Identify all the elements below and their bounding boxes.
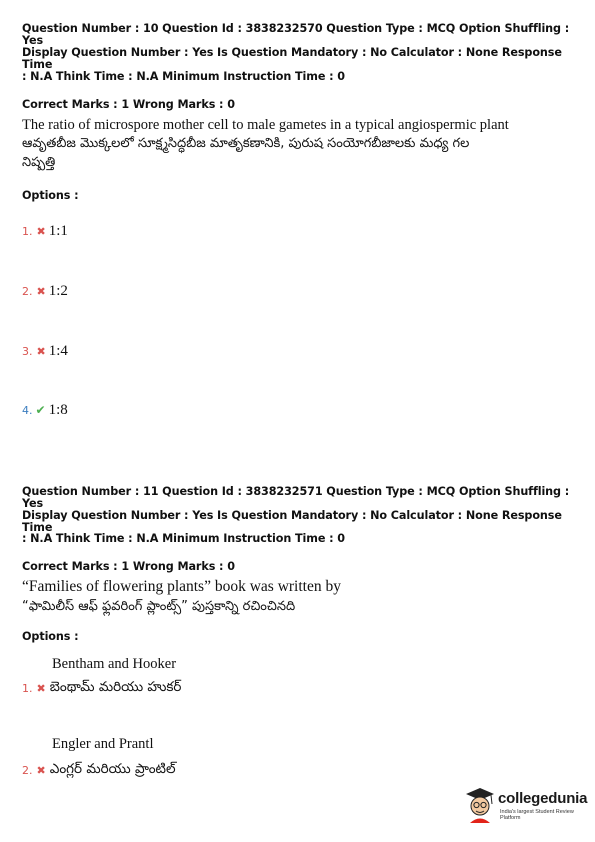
- q10-option-1[interactable]: [22, 221, 68, 241]
- q11-meta-line3: : N.A Think Time : N.A Minimum Instruction Time : 0: [22, 532, 345, 545]
- option-number: 1.: [22, 224, 33, 238]
- wrong-cross-icon: ✖: [36, 344, 46, 358]
- option-text: 1:4: [48, 342, 68, 359]
- q10-option-2[interactable]: [22, 281, 68, 301]
- q11-option-2-english: Engler and Prantl: [52, 736, 154, 752]
- wrong-cross-icon: ✖: [36, 763, 46, 777]
- collegedunia-logo[interactable]: [462, 784, 592, 824]
- q10-stem-telugu-line1: ఆవృతబీజ మొక్కలలో సూక్ష్మసిద్ధబీజ మాతృకణానికి, పురుష సంయోగబీజాలకు మధ్య గల: [22, 136, 470, 151]
- option-telugu-text: ఎంగ్లర్ మరియు ప్రాంటిల్: [49, 760, 176, 777]
- option-text: 1:8: [48, 401, 68, 418]
- logo-wordmark: collegedunia: [498, 790, 588, 807]
- q10-options-label: Options :: [22, 189, 79, 202]
- q10-meta-line3: : N.A Think Time : N.A Minimum Instruction Time : 0: [22, 70, 345, 83]
- option-number: 4.: [22, 403, 33, 417]
- q11-option-1-english: Bentham and Hooker: [52, 656, 177, 672]
- correct-check-icon: ✔: [35, 403, 46, 417]
- q11-stem-english: “Families of flowering plants” book was written by: [22, 578, 341, 595]
- q11-meta-line2: Display Question Number : Yes Is Question Mandatory : No Calculator : None Response Time: [22, 509, 562, 534]
- option-telugu-text: బెంథామ్ మరియు హుకర్: [49, 678, 182, 695]
- q10-stem-telugu-line2: నిష్పత్తి: [22, 155, 56, 170]
- option-number: 1.: [22, 681, 33, 695]
- q11-option-2[interactable]: [22, 760, 176, 780]
- q11-marks: Correct Marks : 1 Wrong Marks : 0: [22, 560, 235, 573]
- q10-marks: Correct Marks : 1 Wrong Marks : 0: [22, 98, 235, 111]
- q10-option-3[interactable]: [22, 341, 68, 361]
- logo-tagline: India's largest Student Review Platform: [500, 809, 574, 821]
- wrong-cross-icon: ✖: [36, 284, 46, 298]
- q11-option-1[interactable]: [22, 678, 181, 698]
- q11-options-label: Options :: [22, 630, 79, 643]
- option-number: 2.: [22, 284, 33, 298]
- q10-meta-line2: Display Question Number : Yes Is Question Mandatory : No Calculator : None Response Time: [22, 46, 562, 71]
- q11-meta-line1: Question Number : 11 Question Id : 3838232571 Question Type : MCQ Option Shuffling : Yes: [22, 485, 570, 510]
- option-text: 1:1: [48, 222, 68, 239]
- q10-stem-english: The ratio of microspore mother cell to male gametes in a typical angiospermic plant: [22, 117, 509, 133]
- q11-stem-telugu: “ఫామిలీస్ ఆఫ్ ఫ్లవరింగ్ ప్లాంట్స్” పుస్తకాన్ని రచించినది: [22, 599, 296, 614]
- q10-meta-line1: Question Number : 10 Question Id : 3838232570 Question Type : MCQ Option Shuffling : Yes: [22, 22, 570, 47]
- graduate-mascot-icon: [462, 784, 498, 824]
- option-text: 1:2: [48, 282, 68, 299]
- q10-option-4[interactable]: [22, 400, 68, 420]
- wrong-cross-icon: ✖: [36, 224, 46, 238]
- wrong-cross-icon: ✖: [36, 681, 46, 695]
- option-number: 3.: [22, 344, 33, 358]
- option-number: 2.: [22, 763, 33, 777]
